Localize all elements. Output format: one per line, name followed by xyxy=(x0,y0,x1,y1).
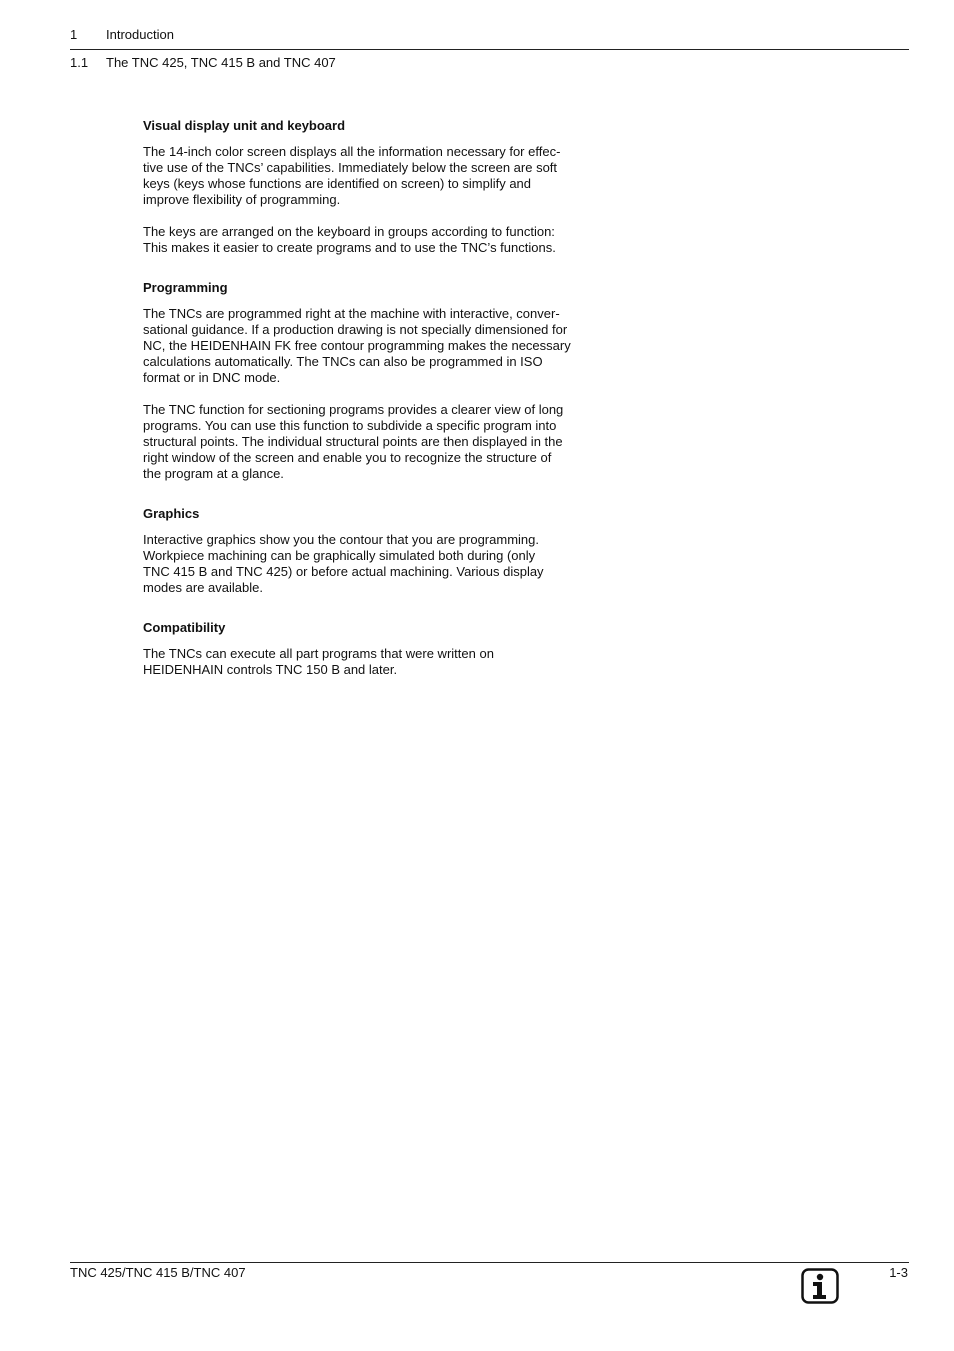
footer-product: TNC 425/TNC 415 B/TNC 407 xyxy=(70,1265,246,1280)
paragraph: The TNC function for sectioning programs provides a clearer view of long programs. You can use this function to subdivide a specific program into structural points. The individual structural points are then displayed in the right window of the screen and enable you to recognize the structure of the program at a glance. xyxy=(143,402,564,481)
footer-rule xyxy=(70,1262,909,1263)
section-programming xyxy=(143,280,623,482)
paragraph: Interactive graphics show you the contour that you are programming. Workpiece machining can be graphically simulated both during (only TNC 415 B and TNC 425) or before actual machining. Various display modes are available. xyxy=(143,532,544,595)
section-heading: Programming xyxy=(143,280,228,295)
section-header xyxy=(70,55,336,71)
chapter-number: 1 xyxy=(70,27,78,42)
document-body xyxy=(143,118,623,702)
section-number: 1.1 xyxy=(70,55,89,70)
section-graphics xyxy=(143,506,623,596)
info-icon xyxy=(801,1268,835,1302)
paragraph: The keys are arranged on the keyboard in groups according to function: This makes it easier to create programs and to use the TNC’s functions. xyxy=(143,224,556,255)
chapter-title: Introduction xyxy=(106,27,174,42)
paragraph: The TNCs are programmed right at the machine with interactive, conver- sational guidance. If a production drawing is not specially dimensioned for NC, the HEIDENHAIN FK free contour programming makes the necessary calculations automatically. The TNCs can also be programmed in ISO format or in DNC mode. xyxy=(143,306,571,385)
chapter-header xyxy=(70,27,174,43)
section-heading: Compatibility xyxy=(143,620,226,635)
section-heading: Visual display unit and keyboard xyxy=(143,118,346,133)
section-title: The TNC 425, TNC 415 B and TNC 407 xyxy=(106,55,336,70)
page-number: 1-3 xyxy=(889,1265,908,1280)
paragraph: The 14-inch color screen displays all the information necessary for effec- tive use of the TNCs’ capabilities. Immediately below the screen are soft keys (keys whose functions are identified on screen) to simplify and improve flexibility of programming. xyxy=(143,144,561,207)
section-compatibility xyxy=(143,620,623,678)
paragraph: The TNCs can execute all part programs that were written on HEIDENHAIN controls TNC 150 B and later. xyxy=(143,646,494,677)
section-heading: Graphics xyxy=(143,506,200,521)
header-rule xyxy=(70,49,909,50)
section-visual-display xyxy=(143,118,623,256)
